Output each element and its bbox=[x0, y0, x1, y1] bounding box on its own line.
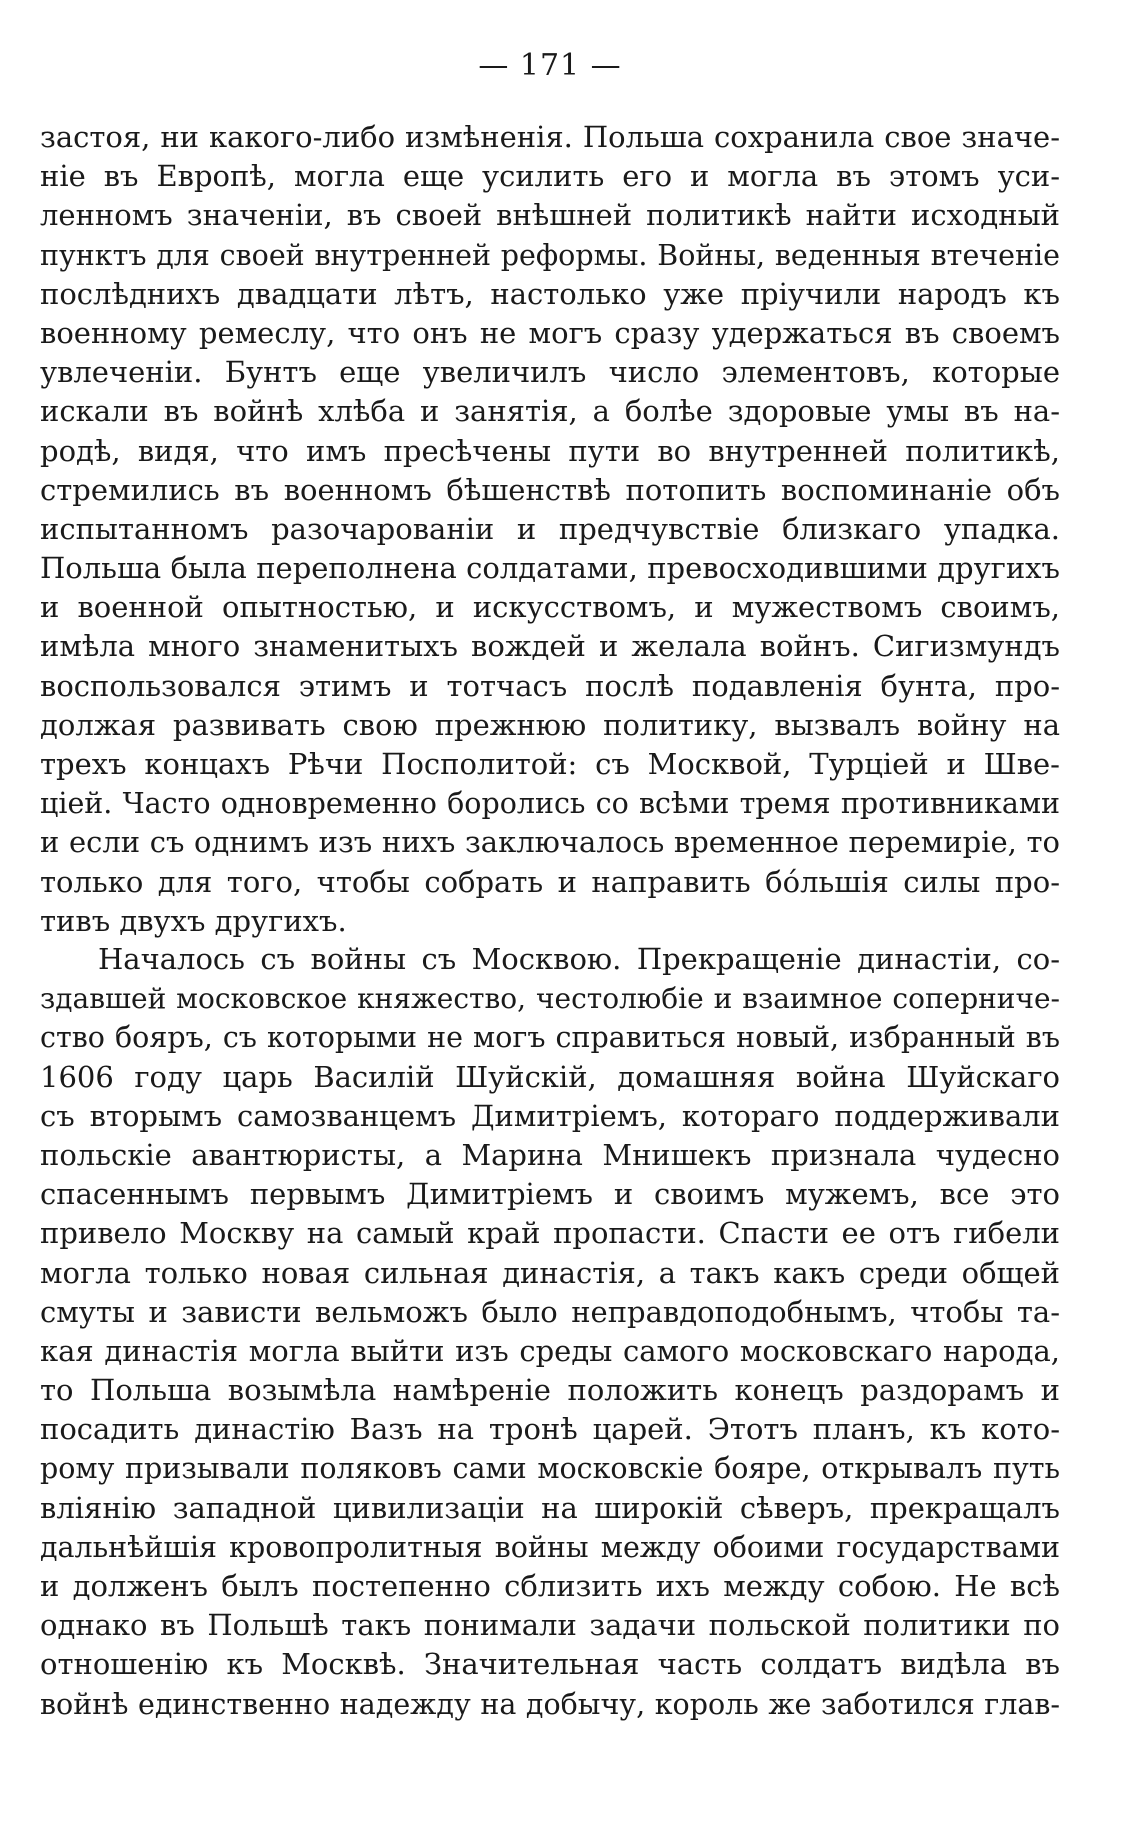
text-line: воспользовался этимъ и тотчасъ послѣ подавленія бунта, про- bbox=[40, 668, 1060, 703]
paragraph-2 bbox=[40, 940, 1060, 1724]
text-line: здавшей московское княжество, честолюбіе и взаимное соперниче- bbox=[40, 982, 1060, 1016]
text-line: искали въ войнѣ хлѣба и занятія, а болѣе здоровые умы въ на- bbox=[40, 394, 1060, 429]
text-line: то Польша возымѣла намѣреніе положить конецъ раздорамъ и bbox=[40, 1373, 1060, 1408]
text-line: стремились въ военномъ бѣшенствѣ потопить воспоминаніе объ bbox=[40, 472, 1060, 507]
text-line: польскіе авантюристы, а Марина Мнишекъ признала чудесно bbox=[40, 1137, 1060, 1172]
text-line: тивъ двухъ другихъ. bbox=[40, 903, 347, 938]
text-line: 1606 году царь Василій Шуйскій, домашняя война Шуйскаго bbox=[40, 1059, 1060, 1094]
text-line: ство бояръ, съ которыми не могъ справиться новый, избранный въ bbox=[40, 1021, 1060, 1055]
text-line: должая развивать свою прежнюю политику, вызвалъ войну на bbox=[40, 707, 1060, 742]
text-line: послѣднихъ двадцати лѣтъ, настолько уже пріучили народъ къ bbox=[40, 276, 1060, 311]
text-line: съ вторымъ самозванцемъ Димитріемъ, котораго поддерживали bbox=[40, 1098, 1060, 1133]
text-line: и военной опытностью, и искусствомъ, и мужествомъ своимъ, bbox=[40, 590, 1060, 625]
text-line: имѣла много знаменитыхъ вождей и желала войнъ. Сигизмундъ bbox=[40, 629, 1060, 664]
text-line: ленномъ значеніи, въ своей внѣшней политикѣ найти исходный bbox=[40, 198, 1060, 233]
text-line: могла только новая сильная династія, а такъ какъ среди общей bbox=[40, 1255, 1060, 1290]
text-line: Польша была переполнена солдатами, превосходившими другихъ bbox=[40, 551, 1060, 586]
text-line: и долженъ былъ постепенно сблизить ихъ между собою. Не всѣ bbox=[40, 1569, 1060, 1603]
text-line: кая династія могла выйти изъ среды самого московскаго народа, bbox=[40, 1333, 1060, 1368]
text-line: спасеннымъ первымъ Димитріемъ и своимъ мужемъ, все это bbox=[40, 1177, 1060, 1212]
text-line: ніе въ Европѣ, могла еще усилить его и могла въ этомъ уси- bbox=[40, 159, 1060, 194]
page-number: — 171 — bbox=[478, 48, 622, 83]
text-line: рому призывали поляковъ сами московскіе бояре, открывалъ путь bbox=[40, 1452, 1060, 1486]
text-line: застоя, ни какого-либо измѣненія. Польша сохранила свое значе- bbox=[40, 120, 1060, 154]
text-line: родѣ, видя, что имъ пресѣчены пути во внутренней политикѣ, bbox=[40, 433, 1060, 468]
text-line: привело Москву на самый край пропасти. Спасти ее отъ гибели bbox=[40, 1216, 1060, 1251]
text-line: посадить династію Вазъ на тронѣ царей. Этотъ планъ, къ кото- bbox=[40, 1412, 1060, 1447]
text-line: только для того, чтобы собрать и направить бо́льшія силы про- bbox=[40, 864, 1060, 899]
text-line: отношенію къ Москвѣ. Значительная часть солдатъ видѣла въ bbox=[40, 1647, 1060, 1682]
text-line: испытанномъ разочарованіи и предчувствіе близкаго упадка. bbox=[40, 511, 1060, 546]
text-line: военному ремеслу, что онъ не могъ сразу удержаться въ своемъ bbox=[40, 315, 1060, 350]
text-line: Началось съ войны съ Москвою. Прекращеніе династіи, со- bbox=[98, 942, 1060, 976]
text-line: пунктъ для своей внутренней реформы. Войны, веденныя втеченіе bbox=[40, 238, 1060, 272]
text-line: войнѣ единственно надежду на добычу, король же заботился глав- bbox=[40, 1687, 1060, 1721]
text-line: трехъ концахъ Рѣчи Посполитой: съ Москвой, Турціей и Шве- bbox=[40, 747, 1060, 781]
text-line: однако въ Польшѣ такъ понимали задачи польской политики по bbox=[40, 1608, 1060, 1643]
text-line: дальнѣйшія кровопролитныя войны между обоими государствами bbox=[40, 1530, 1060, 1564]
text-line: и если съ однимъ изъ нихъ заключалось временное перемиріе, то bbox=[40, 825, 1060, 860]
text-line: смуты и зависти вельможъ было неправдоподобнымъ, чтобы та- bbox=[40, 1294, 1060, 1329]
text-line: вліянію западной цивилизаціи на широкій сѣверъ, прекращалъ bbox=[40, 1490, 1060, 1525]
text-line: ціей. Часто одновременно боролись со всѣми тремя противниками bbox=[40, 787, 1060, 821]
text-line: увлеченіи. Бунтъ еще увеличилъ число элементовъ, которые bbox=[40, 355, 1060, 390]
paragraph-1 bbox=[40, 118, 1060, 941]
book-page bbox=[40, 0, 1060, 1848]
